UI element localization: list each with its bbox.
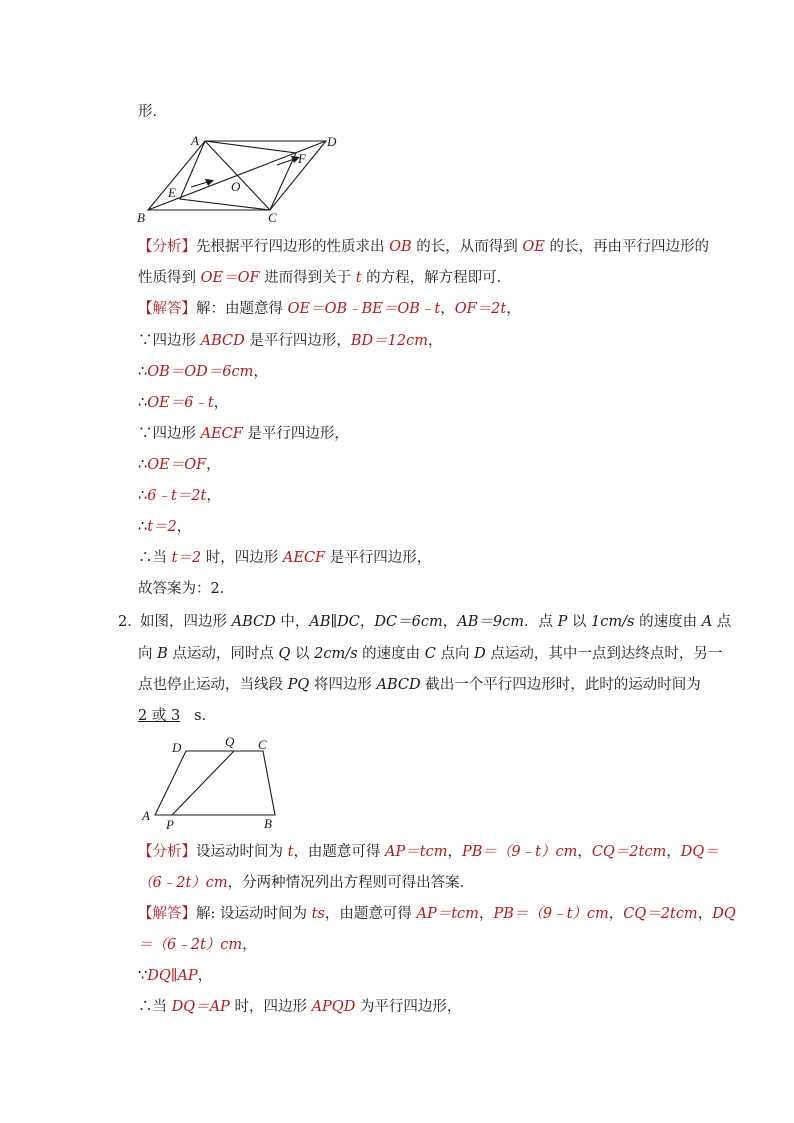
solution-line-3: ∴OB＝OD＝6cm，: [138, 364, 268, 380]
label-q: Q: [225, 734, 235, 749]
question-2-number: 2．: [118, 614, 142, 630]
trapezoid-abcd: [155, 751, 275, 815]
solution-tag: 【解答】: [138, 301, 196, 317]
label-d: D: [172, 740, 182, 755]
analysis-tag: 【分析】: [138, 844, 196, 860]
prev-tail-text: 形．: [138, 104, 167, 120]
q2-solution-line-4: ∴当 DQ＝AP 时，四边形 APQD 为平行四边形，: [138, 999, 462, 1015]
question-2-answer-line: 2 或 3 s．: [138, 708, 217, 724]
solution-line-10: 故答案为：2．: [138, 581, 235, 597]
solution-line-9: ∴当 t＝2 时，四边形 AECF 是平行四边形，: [138, 550, 432, 566]
analysis-line-1: 【分析】先根据平行四边形的性质求出 OB 的长，从而得到 OE 的长，再由平行四边形的: [138, 239, 709, 255]
q2-solution-line-2: ＝（6﹣2t）cm，: [138, 937, 257, 953]
solution-line-5: ∵四边形 AECF 是平行四边形，: [138, 426, 349, 442]
question-2-line-2: 向 B 点运动，同时点 Q 以 2cm/s 的速度由 C 点向 D 点运动，其中一点到达终点时，另一: [138, 646, 723, 662]
label-o: O: [231, 179, 241, 194]
q2-analysis-line-2: （6﹣2t）cm，分两种情况列出方程则可得出答案．: [138, 875, 475, 891]
label-e: E: [168, 185, 176, 200]
label-a: A: [142, 808, 150, 823]
solution-line-1: 【解答】解：由题意得 OE＝OB﹣BE＝OB﹣t，OF＝2t，: [138, 301, 521, 317]
label-c: C: [268, 210, 277, 225]
solution-line-4: ∴OE＝6﹣t，: [138, 395, 229, 411]
solution-line-8: ∴t＝2，: [138, 519, 192, 535]
solution-line-6: ∴OE＝OF，: [138, 457, 221, 473]
q2-analysis-line-1: 【分析】设运动时间为 t，由题意可得 AP＝tcm，PB＝（9﹣t）cm，CQ＝2tcm，DQ＝: [138, 844, 719, 860]
q2-solution-line-3: ∵DQ∥AP，: [138, 968, 213, 984]
label-a: A: [191, 133, 199, 148]
label-c: C: [258, 737, 267, 752]
label-b: B: [264, 816, 272, 831]
analysis-tag: 【分析】: [138, 239, 196, 255]
solution-tag: 【解答】: [138, 906, 196, 922]
answer-blank: 2 或 3: [138, 708, 181, 724]
analysis-line-2: 性质得到 OE＝OF 进而得到关于 t 的方程，解方程即可．: [138, 270, 512, 286]
solution-line-2: ∵四边形 ABCD 是平行四边形，BD＝12cm，: [138, 333, 443, 349]
label-f: F: [298, 151, 306, 166]
q2-solution-line-1: 【解答】解: 设运动时间为 ts，由题意可得 AP＝tcm，PB＝（9﹣t）cm，CQ＝2tcm，DQ: [138, 906, 736, 922]
label-d: D: [327, 134, 337, 149]
solution-line-7: ∴6﹣t＝2t，: [138, 488, 221, 504]
label-p: P: [166, 817, 174, 832]
question-2-line-3: 点也停止运动，当线段 PQ 将四边形 ABCD 截出一个平行四边形时，此时的运动时间为: [138, 677, 701, 693]
label-b: B: [137, 210, 145, 225]
question-2-line-1: 如图，四边形 ABCD 中，AB∥DC，DC＝6cm，AB＝9cm．点 P 以 1cm/s 的速度由 A 点: [140, 614, 732, 630]
